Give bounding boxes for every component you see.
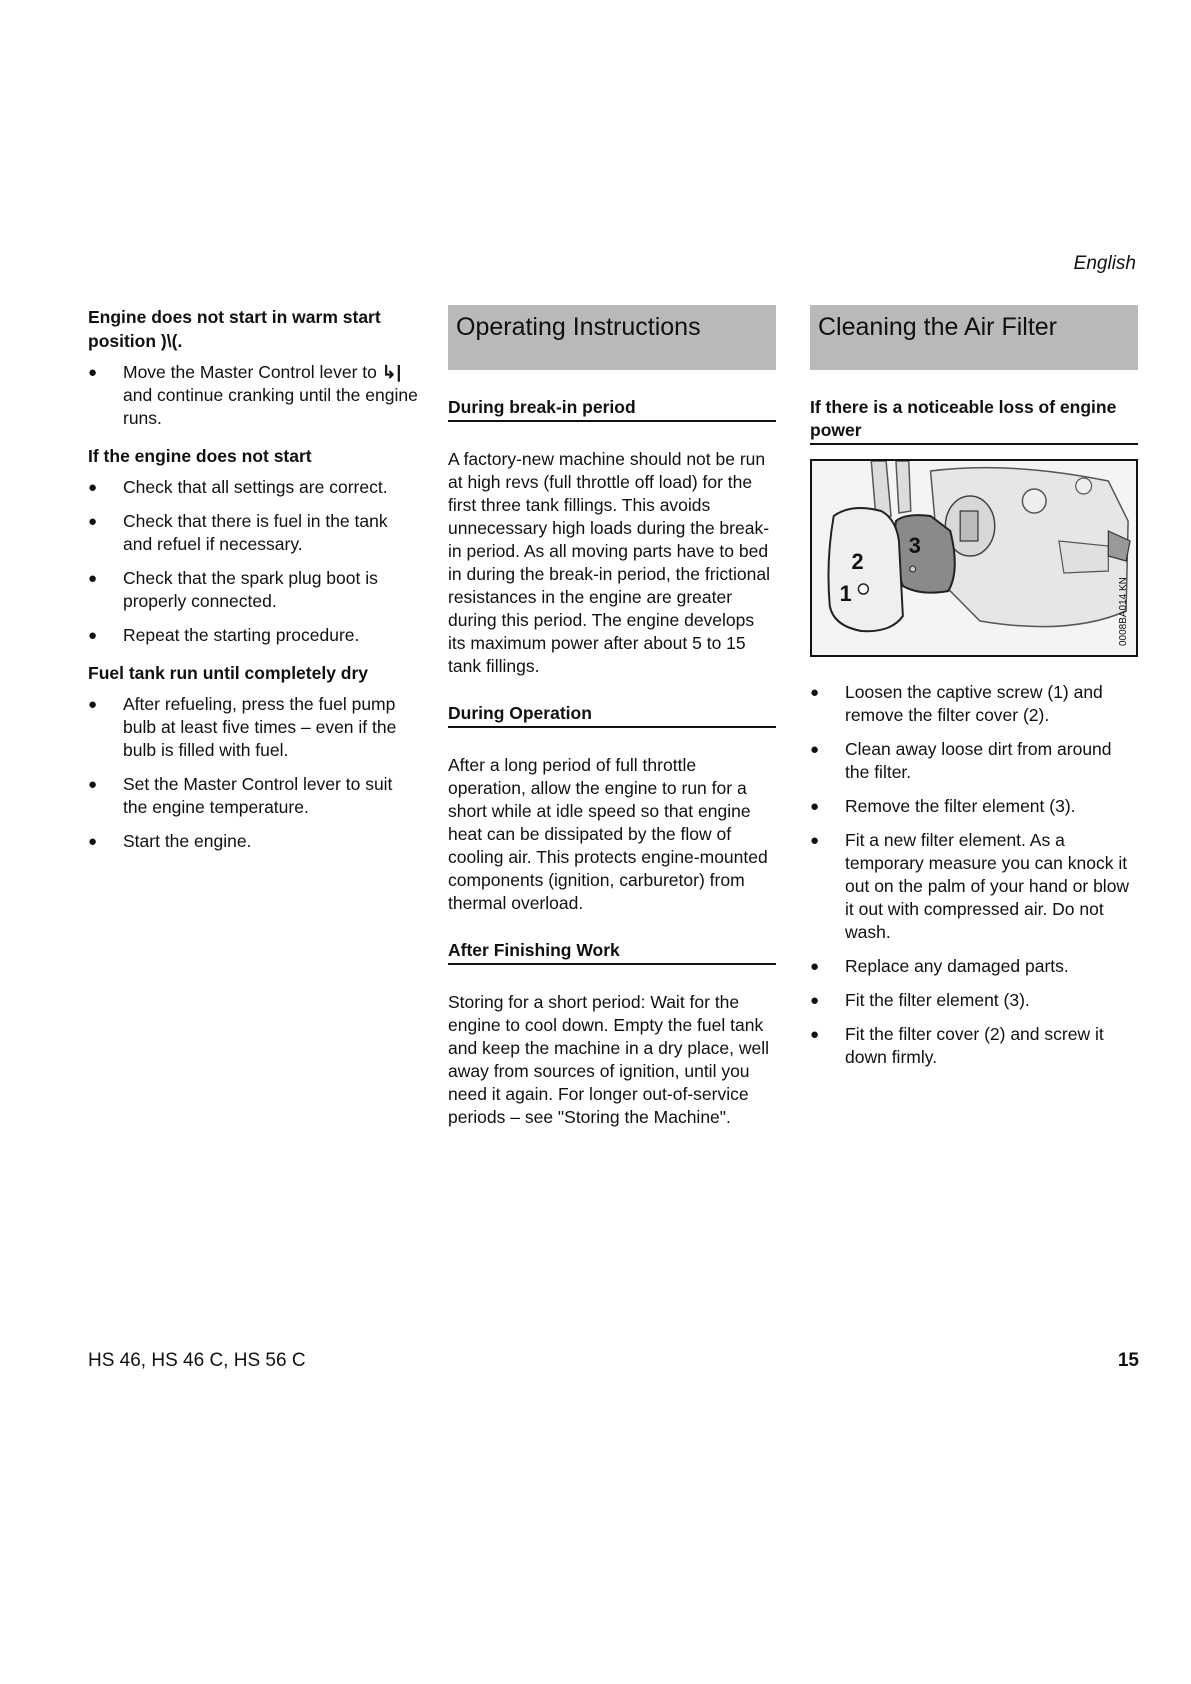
list-item-text: Move the Master Control lever to bbox=[123, 362, 377, 382]
no-start-list bbox=[88, 476, 418, 647]
list-item: ● Start the engine. bbox=[88, 830, 418, 853]
footer-models: HS 46, HS 46 C, HS 56 C bbox=[88, 1350, 306, 1371]
language-label: English bbox=[1073, 253, 1136, 274]
air-filter-figure bbox=[810, 459, 1138, 657]
figure-label-1: 1 bbox=[839, 580, 852, 607]
list-item: ● Replace any damaged parts. bbox=[810, 955, 1138, 978]
subheading-during-operation: During Operation bbox=[448, 702, 776, 728]
list-item bbox=[88, 361, 418, 430]
figure-label-2: 2 bbox=[851, 548, 864, 575]
heading-no-start: If the engine does not start bbox=[88, 446, 312, 466]
column-operating-instructions bbox=[448, 305, 776, 1153]
list-item: ● Check that there is fuel in the tank and refuel if necessary. bbox=[88, 510, 418, 556]
lever-symbol: ↳| bbox=[381, 362, 402, 382]
list-item: ● Fit a new filter element. As a temporary measure you can knock it out on the palm of your hand or blow it out with compressed air. Do not wash. bbox=[810, 829, 1138, 944]
section-banner-operating: Operating Instructions bbox=[448, 305, 776, 370]
subheading-break-in: During break-in period bbox=[448, 396, 776, 422]
heading-tank-dry: Fuel tank run until completely dry bbox=[88, 663, 369, 683]
list-item: ● Fit the filter element (3). bbox=[810, 989, 1138, 1012]
heading-warm-start bbox=[88, 305, 418, 353]
paragraph-break-in: A factory-new machine should not be run at high revs (full throttle off load) for the first three tank fillings. This avoids unnecessary high loads during the break-in period. As all moving parts have to bed in during the break-in period, the frictional resistances in the engine are greater during this period. The engine develops its maximum power after about 5 to 15 tank fillings. bbox=[448, 449, 770, 676]
warm-start-list bbox=[88, 361, 418, 430]
warm-start-symbol: )\(. bbox=[160, 331, 183, 351]
list-item: ● Set the Master Control lever to suit the engine temperature. bbox=[88, 773, 418, 819]
list-item: ● After refueling, press the fuel pump bulb at least five times – even if the bulb is filled with fuel. bbox=[88, 693, 418, 762]
figure-label-3: 3 bbox=[908, 532, 921, 559]
list-item: ● Loosen the captive screw (1) and remove the filter cover (2). bbox=[810, 681, 1138, 727]
list-item: ● Check that the spark plug boot is properly connected. bbox=[88, 567, 418, 613]
list-item: ● Remove the filter element (3). bbox=[810, 795, 1138, 818]
subheading-power-loss: If there is a noticeable loss of engine power bbox=[810, 396, 1138, 445]
air-filter-steps bbox=[810, 681, 1138, 1069]
section-banner-air-filter: Cleaning the Air Filter bbox=[810, 305, 1138, 370]
column-air-filter bbox=[810, 305, 1138, 1080]
figure-code: 0008BA014 KN bbox=[1118, 577, 1130, 646]
subheading-after-work: After Finishing Work bbox=[448, 939, 776, 965]
column-troubleshooting bbox=[88, 305, 418, 864]
list-item-text: and continue cranking until the engine runs. bbox=[123, 385, 418, 428]
air-filter-illustration bbox=[812, 461, 1136, 655]
heading-warm-start-text: Engine does not start in warm start position bbox=[88, 307, 381, 351]
list-item: ● Clean away loose dirt from around the filter. bbox=[810, 738, 1138, 784]
tank-dry-list bbox=[88, 693, 418, 853]
list-item: ● Repeat the starting procedure. bbox=[88, 624, 418, 647]
list-item: ● Check that all settings are correct. bbox=[88, 476, 418, 499]
paragraph-during-operation: After a long period of full throttle operation, allow the engine to run for a short while at idle speed so that engine heat can be dissipated by the flow of cooling air. This protects engine-mounted components (ignition, carburetor) from thermal overload. bbox=[448, 755, 768, 913]
paragraph-after-work: Storing for a short period: Wait for the engine to cool down. Empty the fuel tank and keep the machine in a dry place, well away from sources of ignition, until you need it again. For longer out-of-service periods – see "Storing the Machine". bbox=[448, 992, 770, 1127]
page-number: 15 bbox=[1117, 1350, 1139, 1371]
list-item: ● Fit the filter cover (2) and screw it down firmly. bbox=[810, 1023, 1138, 1069]
